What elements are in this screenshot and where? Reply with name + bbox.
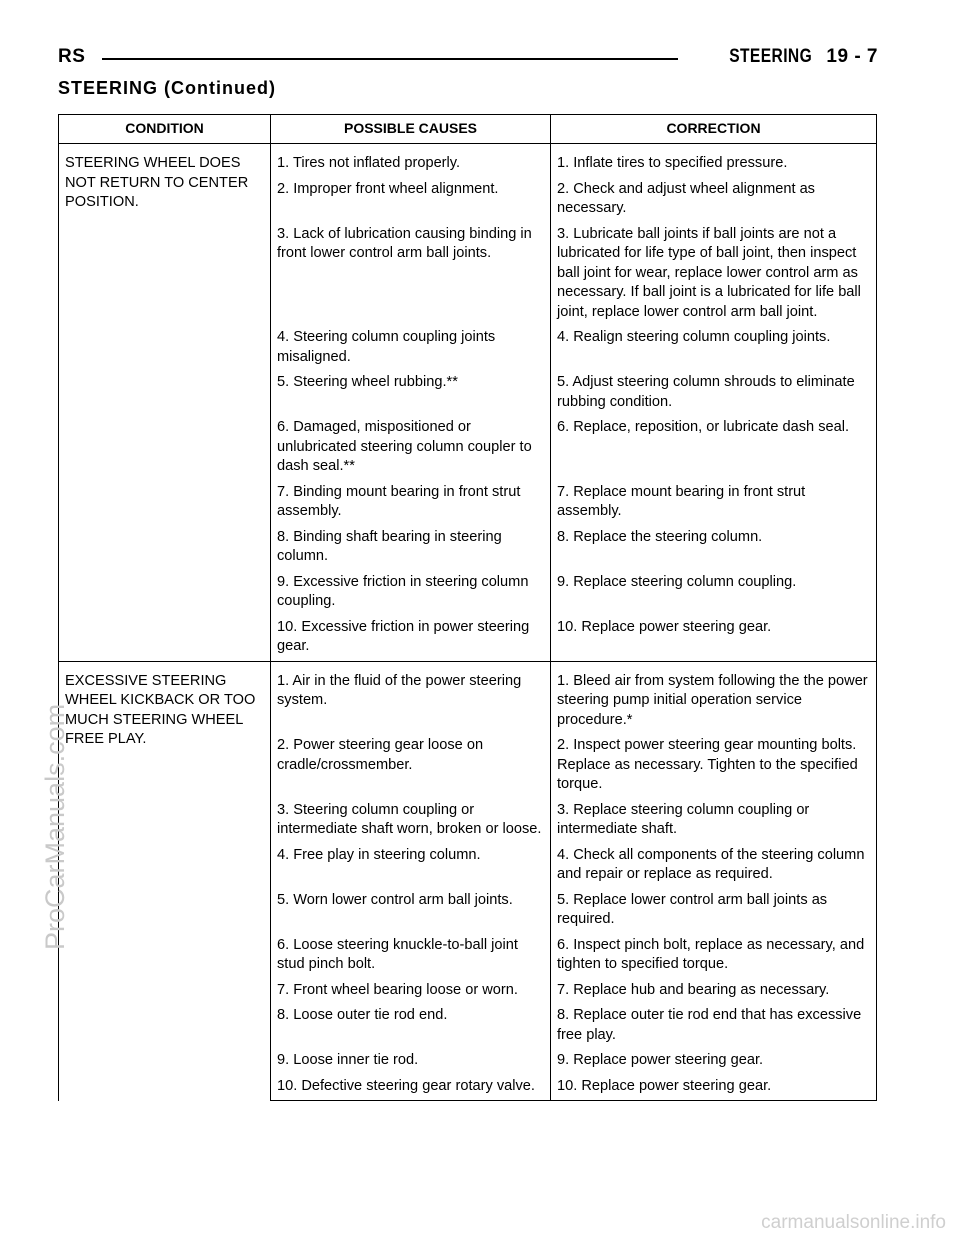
cause-cell: 4. Free play in steering column. — [271, 843, 551, 888]
correction-cell: 3. Replace steering column coupling or intermediate shaft. — [551, 798, 877, 843]
table-row — [59, 661, 877, 733]
correction-cell: 10. Replace power steering gear. — [551, 615, 877, 662]
cause-cell: 4. Steering column coupling joints misaligned. — [271, 325, 551, 370]
cause-cell: 2. Improper front wheel alignment. — [271, 177, 551, 222]
correction-cell: 8. Replace outer tie rod end that has excessive free play. — [551, 1003, 877, 1048]
cause-cell: 10. Excessive friction in power steering gear. — [271, 615, 551, 662]
correction-cell: 1. Inflate tires to specified pressure. — [551, 144, 877, 177]
correction-cell: 4. Check all components of the steering column and repair or replace as required. — [551, 843, 877, 888]
cause-cell: 3. Lack of lubrication causing binding in front lower control arm ball joints. — [271, 222, 551, 326]
correction-cell: 6. Inspect pinch bolt, replace as necessary, and tighten to specified torque. — [551, 933, 877, 978]
cause-cell: 7. Front wheel bearing loose or worn. — [271, 978, 551, 1004]
cause-cell: 6. Loose steering knuckle-to-ball joint stud pinch bolt. — [271, 933, 551, 978]
table-body — [59, 144, 877, 1101]
correction-cell: 9. Replace power steering gear. — [551, 1048, 877, 1074]
column-header-possible-causes: POSSIBLE CAUSES — [271, 115, 551, 144]
correction-cell: 3. Lubricate ball joints if ball joints are not a lubricated for life type of ball joint, then inspect ball joint for wear, replace lower control arm as necessary. If ball joint is a lubricated for life ball joint, replace lower control arm ball joint. — [551, 222, 877, 326]
cause-cell: 10. Defective steering gear rotary valve. — [271, 1074, 551, 1101]
section-subtitle: STEERING (Continued) — [58, 78, 276, 98]
correction-cell: 2. Inspect power steering gear mounting bolts. Replace as necessary. Tighten to the specified torque. — [551, 733, 877, 798]
cause-cell: 1. Tires not inflated properly. — [271, 144, 551, 177]
correction-cell: 10. Replace power steering gear. — [551, 1074, 877, 1101]
cause-cell: 8. Binding shaft bearing in steering column. — [271, 525, 551, 570]
condition-cell: STEERING WHEEL DOES NOT RETURN TO CENTER POSITION. — [59, 144, 271, 662]
correction-cell: 4. Realign steering column coupling joints. — [551, 325, 877, 370]
correction-cell: 7. Replace mount bearing in front strut assembly. — [551, 480, 877, 525]
bottom-watermark: carmanualsonline.info — [761, 1212, 946, 1233]
table-header-row — [59, 115, 877, 144]
side-watermark: ProCarManuals.com — [40, 703, 70, 950]
header-page-number: 19 - 7 — [826, 46, 878, 67]
header-section-title: STEERING — [729, 46, 813, 67]
diagnosis-table — [58, 114, 877, 1101]
cause-cell: 3. Steering column coupling or intermediate shaft worn, broken or loose. — [271, 798, 551, 843]
cause-cell: 6. Damaged, mispositioned or unlubricated steering column coupler to dash seal.** — [271, 415, 551, 480]
condition-cell: EXCESSIVE STEERING WHEEL KICKBACK OR TOO MUCH STEERING WHEEL FREE PLAY. — [59, 661, 271, 1101]
cause-cell: 2. Power steering gear loose on cradle/crossmember. — [271, 733, 551, 798]
cause-cell: 5. Worn lower control arm ball joints. — [271, 888, 551, 933]
correction-cell: 7. Replace hub and bearing as necessary. — [551, 978, 877, 1004]
header-rule — [102, 58, 678, 60]
correction-cell: 5. Replace lower control arm ball joints as required. — [551, 888, 877, 933]
correction-cell: 9. Replace steering column coupling. — [551, 570, 877, 615]
cause-cell: 1. Air in the fluid of the power steering system. — [271, 661, 551, 733]
cause-cell: 9. Excessive friction in steering column coupling. — [271, 570, 551, 615]
table-row — [59, 144, 877, 177]
page-header — [58, 46, 878, 70]
header-model-code: RS — [58, 46, 86, 67]
cause-cell: 7. Binding mount bearing in front strut assembly. — [271, 480, 551, 525]
column-header-correction: CORRECTION — [551, 115, 877, 144]
column-header-condition: CONDITION — [59, 115, 271, 144]
correction-cell: 1. Bleed air from system following the the power steering pump initial operation service procedure.* — [551, 661, 877, 733]
header-section-page — [711, 46, 878, 68]
correction-cell: 8. Replace the steering column. — [551, 525, 877, 570]
cause-cell: 9. Loose inner tie rod. — [271, 1048, 551, 1074]
cause-cell: 8. Loose outer tie rod end. — [271, 1003, 551, 1048]
correction-cell: 5. Adjust steering column shrouds to eliminate rubbing condition. — [551, 370, 877, 415]
correction-cell: 2. Check and adjust wheel alignment as necessary. — [551, 177, 877, 222]
cause-cell: 5. Steering wheel rubbing.** — [271, 370, 551, 415]
correction-cell: 6. Replace, reposition, or lubricate dash seal. — [551, 415, 877, 480]
